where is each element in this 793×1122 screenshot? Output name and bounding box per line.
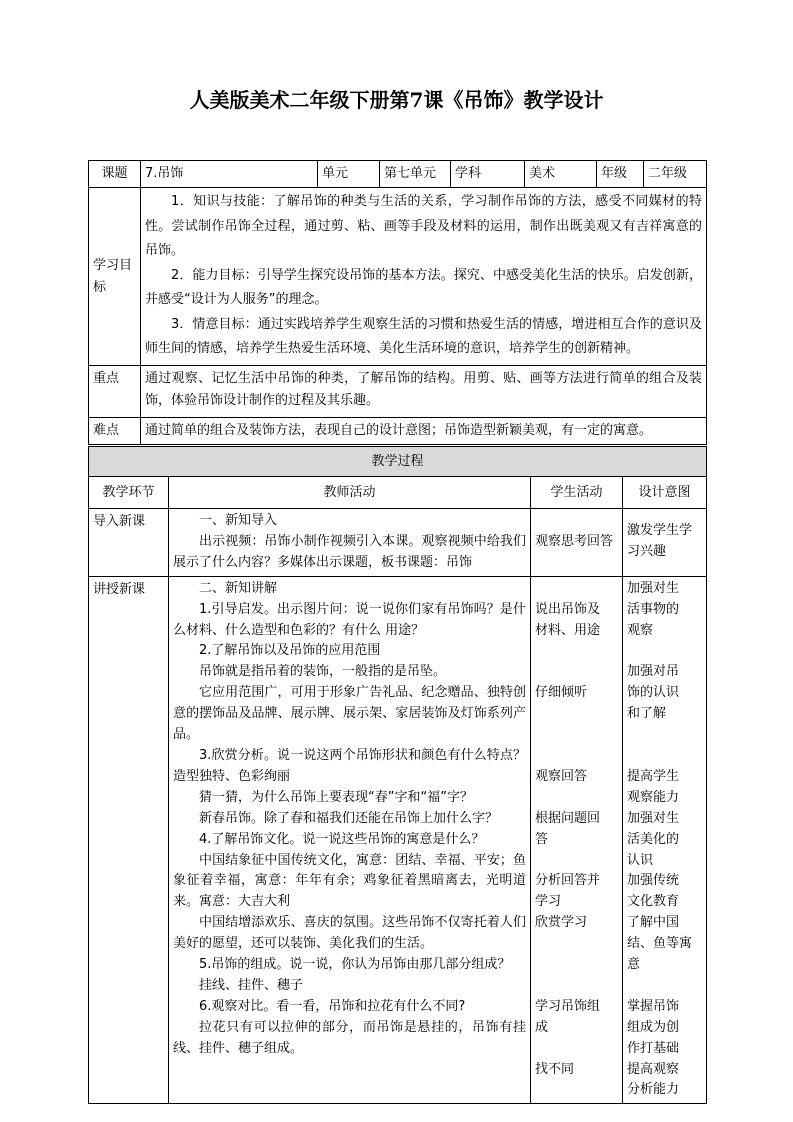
- design-intent-line: 活美化的: [627, 831, 680, 847]
- student-activity-line: [535, 641, 618, 662]
- design-intent-line: 提高观察: [627, 1061, 680, 1077]
- objective-item: 3．情意目标：通过实践培养学生观察生活的习惯和热爱生活的情感，增进相互合作的意识及师生间的情感，培养学生热爱生活环境、美化生活环境的意识，培养学生的创新精神。: [145, 316, 702, 356]
- document-title: 人美版美术二年级下册第7课《吊饰》教学设计: [189, 88, 604, 112]
- grade-value: 二年级: [644, 161, 707, 188]
- student-activity-line: [535, 788, 618, 809]
- teacher-activity-line: 拉花只有可以拉伸的部分，而吊饰是悬挂的，吊饰有挂线、挂件、穗子组成。: [173, 1019, 526, 1056]
- teacher-activity-line: 吊饰就是指吊着的装饰，一般指的是吊坠。: [199, 664, 447, 680]
- teacher-activity-line: 3.欣赏分析。说一说这两个吊饰形状和颜色有什么特点？造型独特、色彩绚丽: [173, 747, 526, 784]
- objectives-label: 学习目标: [89, 188, 141, 366]
- student-activity-line: [535, 746, 618, 767]
- design-intent-line: 意: [627, 957, 641, 973]
- design-intent-line: 结、鱼等寓: [627, 936, 693, 952]
- teacher-activity-line: 4.了解吊饰文化。说一说这些吊饰的寓意是什么？: [199, 831, 485, 847]
- unit-label: 单元: [318, 161, 380, 188]
- design-intent-line: [627, 746, 702, 767]
- lesson-value: 7.吊饰: [141, 161, 318, 188]
- key-points-row: [89, 366, 707, 418]
- student-activity-line: [535, 662, 618, 683]
- design-intent-line: 加强传统: [627, 873, 680, 889]
- design-intent-line: 观察: [627, 622, 654, 638]
- design-intent-line: 分析能力: [627, 1082, 680, 1098]
- intro-teacher-activity: [169, 509, 531, 577]
- student-activity-line: [535, 934, 618, 955]
- student-activity-line: 学习吊饰组: [535, 998, 601, 1014]
- design-intent-line: 激发学生学习兴趣: [627, 523, 693, 560]
- student-activity-line: 观察回答: [535, 768, 588, 784]
- student-activity-line: [535, 851, 618, 872]
- info-row: [89, 161, 707, 188]
- intro-stage: 导入新课: [89, 509, 169, 577]
- student-activity-line: [535, 955, 618, 976]
- lecture-student-activity: [531, 576, 623, 1104]
- student-activity-line: 观察思考回答: [535, 533, 614, 549]
- difficulty-row: [89, 418, 707, 445]
- unit-value: 第七单元: [380, 161, 451, 188]
- student-activity-line: [535, 725, 618, 746]
- subject-value: 美术: [525, 161, 597, 188]
- difficulty-text: 通过简单的组合及装饰方法，表现自己的设计意图；吊饰造型新颖美观，有一定的寓意。: [141, 418, 707, 445]
- grade-label: 年级: [597, 161, 644, 188]
- student-activity-line: 材料、用途: [535, 622, 601, 638]
- lecture-stage: 讲授新课: [89, 576, 169, 1104]
- lecture-design-intent: [623, 576, 707, 1104]
- design-intent-line: 了解中国: [627, 915, 680, 931]
- teacher-activity-line: 出示视频：吊饰小制作视频引入本课。观察视频中给我们展示了什么内容？多媒体出示课题，板书课题：吊饰: [173, 533, 526, 570]
- lecture-row: [89, 576, 707, 1104]
- design-intent-line: 掌握吊饰: [627, 998, 680, 1014]
- teacher-activity-line: 二、新知讲解: [199, 580, 278, 596]
- design-intent-line: 观察能力: [627, 789, 680, 805]
- column-header-row: [89, 477, 707, 509]
- student-activity-line: [535, 579, 618, 600]
- design-intent-line: 加强对生: [627, 580, 680, 596]
- design-intent-line: 活事物的: [627, 601, 680, 617]
- teacher-activity-line: 2.了解吊饰以及吊饰的应用范围: [199, 643, 381, 659]
- teacher-activity-line: 猜一猜，为什么吊饰上要表现“春”字和“福”字？: [199, 789, 473, 805]
- design-intent-line: 提高学生: [627, 768, 680, 784]
- lesson-info-table: [88, 160, 707, 445]
- student-activity-line: 学习: [535, 894, 562, 910]
- teacher-activity-line: 新春吊饰。除了春和福我们还能在吊饰上加什么字？: [199, 810, 499, 826]
- teacher-activity-line: 它应用范围广，可用于形象广告礼品、纪念赠品、独特创意的摆饰品及品牌、展示牌、展示架、家居装饰及灯饰系列产品。: [173, 685, 526, 743]
- objectives-row: [89, 188, 707, 366]
- student-activity-line: [535, 1080, 618, 1101]
- student-activity-line: 说出吊饰及: [535, 601, 601, 617]
- teacher-activity-line: 5.吊饰的组成。说一说，你认为吊饰由那几部分组成？: [199, 957, 511, 973]
- design-intent-line: 饰的认识: [627, 685, 680, 701]
- teacher-activity-line: 挂线、挂件、穗子: [199, 977, 304, 993]
- key-points-label: 重点: [89, 366, 141, 418]
- design-intent-line: 和了解: [627, 706, 667, 722]
- student-activity-line: 答: [535, 831, 549, 847]
- teacher-activity-line: 中国结象征中国传统文化，寓意：团结、幸福、平安；鱼象征着幸福，寓意：年年有余；鸡象征着黑暗离去，光明道来。寓意：大吉大利: [173, 852, 526, 910]
- key-points-text: 通过观察、记忆生活中吊饰的种类，了解吊饰的结构。用剪、贴、画等方法进行简单的组合及装饰，体验吊饰设计制作的过程及其乐趣。: [141, 366, 707, 418]
- objective-item: 2．能力目标：引导学生探究设吊饰的基本方法。探究、中感受美化生活的快乐。启发创新，并感受“设计为人服务”的理念。: [145, 267, 702, 307]
- process-header-row: [89, 447, 707, 477]
- student-activity-line: 找不同: [535, 1061, 575, 1077]
- difficulty-label: 难点: [89, 418, 141, 445]
- design-intent-line: [627, 725, 702, 746]
- student-activity-line: 欣赏学习: [535, 915, 588, 931]
- intro-student-activity: [531, 509, 623, 577]
- design-intent-line: 作打基础: [627, 1040, 680, 1056]
- teacher-activity-line: 1.引导启发。出示图片问：说一说你们家有吊饰吗？是什么材料、什么造型和色彩的？有什么 用途？: [173, 601, 526, 638]
- design-intent-line: 加强对生: [627, 810, 680, 826]
- intro-design-intent: [623, 509, 707, 577]
- student-activity-line: 根据问题回: [535, 810, 601, 826]
- subject-label: 学科: [451, 161, 525, 188]
- student-activity-line: 仔细倾听: [535, 685, 588, 701]
- process-table: [88, 446, 707, 1104]
- objective-item: 1．知识与技能：了解吊饰的种类与生活的关系，学习制作吊饰的方法，感受不同媒材的特性。尝试制作吊饰全过程，通过剪、粘、画等手段及材料的运用，制作出既美观又有吉祥寓意的吊饰。: [145, 194, 702, 258]
- lecture-teacher-activity: [169, 576, 531, 1104]
- teacher-activity-line: 中国结增添欢乐、喜庆的氛围。这些吊饰不仅寄托着人们美好的愿望，还可以装饰、美化我们的生活。: [173, 915, 526, 952]
- col-intent-header: 设计意图: [623, 477, 707, 509]
- student-activity-line: [535, 704, 618, 725]
- student-activity-line: [535, 1039, 618, 1060]
- lesson-label: 课题: [89, 161, 141, 188]
- col-stage-header: 教学环节: [89, 477, 169, 509]
- col-teacher-header: 教师活动: [169, 477, 531, 509]
- student-activity-line: 分析回答并: [535, 873, 601, 889]
- student-activity-line: [535, 976, 618, 997]
- design-intent-line: [627, 976, 702, 997]
- objectives-content: [141, 188, 707, 366]
- col-student-header: 学生活动: [531, 477, 623, 509]
- design-intent-line: 文化教育: [627, 894, 680, 910]
- design-intent-line: [627, 641, 702, 662]
- student-activity-line: 成: [535, 1019, 549, 1035]
- teacher-activity-line: 一、新知导入: [199, 513, 278, 528]
- design-intent-line: 加强对吊: [627, 664, 680, 680]
- design-intent-line: 认识: [627, 852, 654, 868]
- design-intent-line: 组成为创: [627, 1019, 680, 1035]
- process-header: 教学过程: [89, 447, 707, 477]
- teacher-activity-line: 6.观察对比。看一看，吊饰和拉花有什么不同?: [199, 998, 466, 1014]
- intro-row: [89, 509, 707, 577]
